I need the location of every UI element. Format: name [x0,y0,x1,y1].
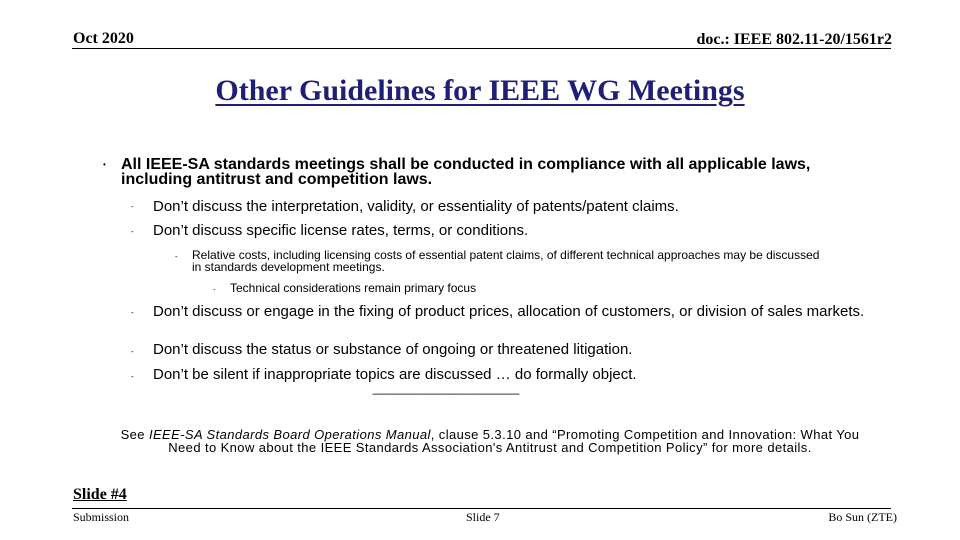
bullet-text-level2: Don’t discuss the status or substance of ongoing or threatened litigation. [153,341,633,358]
bullet-text-level2: Don’t discuss the interpretation, validity, or essentiality of patents/patent claims. [153,198,679,215]
note-manual-title: IEEE-SA Standards Board Operations Manual [148,427,431,442]
bullet-text-level3: Relative costs, including licensing costs of essential patent claims, of different technical approaches may be discussed in standards development meetings. [192,248,820,274]
header-doc-id: doc.: IEEE 802.11-20/1561r2 [696,31,892,48]
bullet-text-level2: Don’t discuss specific license rates, terms, or conditions. [153,222,529,239]
footer-author: Bo Sun (ZTE) [828,510,897,524]
bullet-dash: - [213,285,216,294]
bullet-dash: - [131,227,134,236]
reference-note [110,428,870,454]
bullet-dash: - [131,202,134,211]
footer-submission: Submission [73,510,130,524]
bullet-dash: - [175,252,178,261]
footer-divider [72,508,891,509]
bullet-dash: - [131,372,134,381]
note-prefix: See [120,427,149,442]
bullet-dot: • [103,160,106,169]
header-date: Oct 2020 [73,30,134,47]
slide-label: Slide #4 [73,486,127,503]
page-title: Other Guidelines for IEEE WG Meetings [215,74,745,107]
bullet-text-level4: Technical considerations remain primary focus [230,281,477,295]
header-divider [72,48,891,49]
separator-line: --------------------------------------------------------------- [372,389,519,400]
footer-slide-number: Slide 7 [466,510,500,524]
bullet-dash: - [131,347,134,356]
bullet-text-level1: All IEEE-SA standards meetings shall be conducted in compliance with all applicable laws, including antitrust and competition laws. [121,156,811,188]
note-suffix: , clause 5.3.10 and “Promoting Competition and Innovation: What You Need to Know about the IEEE Standards Association's Antitrust and Competition Policy” for more details. [168,427,860,455]
bullet-text-level2: Don’t be silent if inappropriate topics are discussed … do formally object. [153,366,637,383]
bullet-dash: - [131,308,134,317]
bullet-text-level2: Don’t discuss or engage in the fixing of product prices, allocation of customers, or division of sales markets. [153,303,865,320]
